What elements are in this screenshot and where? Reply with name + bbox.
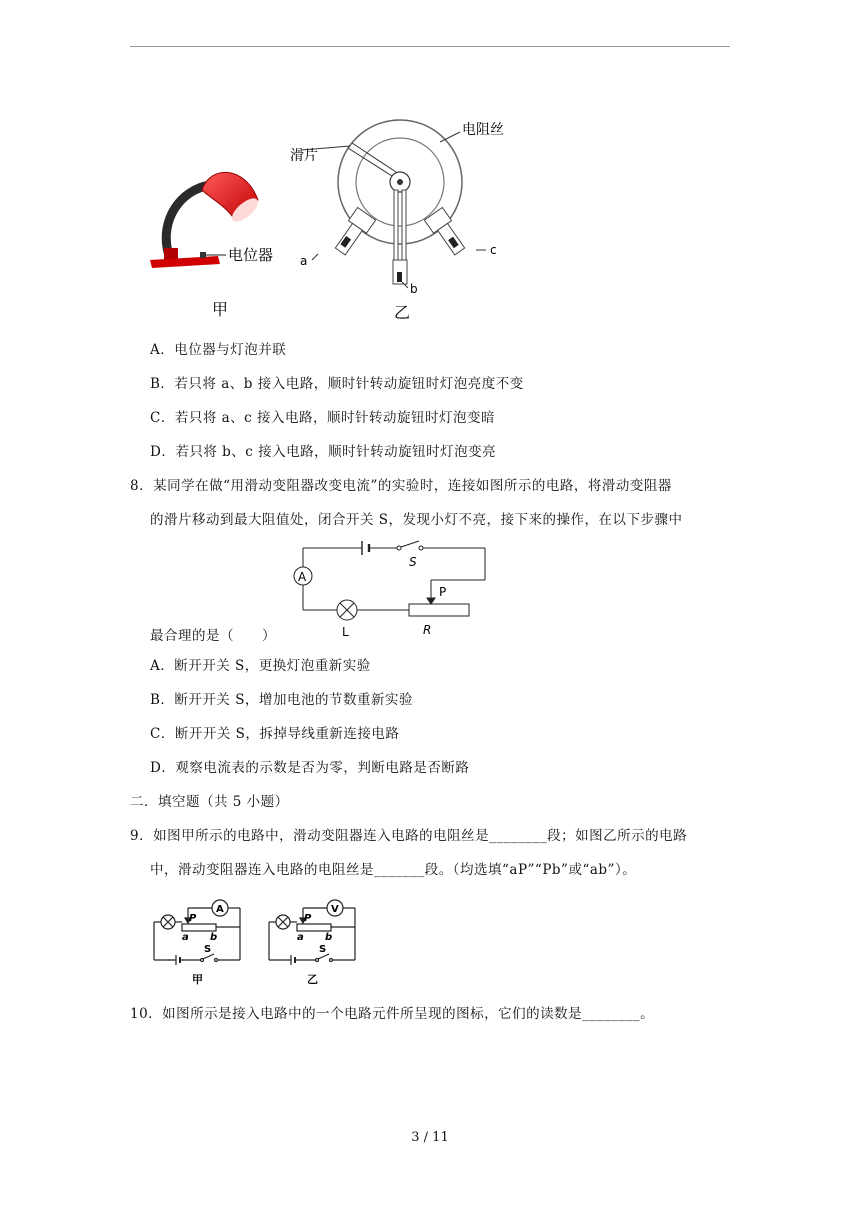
q8-stem-line3: 最合理的是（ ）	[150, 628, 276, 644]
q8-stem-line2: 的滑片移动到最大阻值处，闭合开关 S，发现小灯不亮，接下来的操作，在以下步骤中	[150, 512, 683, 528]
q8-ammeter-label: A	[298, 570, 307, 584]
caption-jia: 甲	[212, 300, 229, 319]
caption-yi: 乙	[394, 303, 411, 322]
lamp-label: 电位器	[228, 246, 274, 264]
q9-jia-meter: A	[216, 904, 224, 915]
q9-jia-end-a: a	[182, 932, 189, 943]
q9-yi-caption: 乙	[307, 973, 318, 986]
q8-option-c: C．断开开关 S，拆掉导线重新连接电路	[150, 726, 400, 742]
q7-option-c: C．若只将 a、c 接入电路，顺时针转动旋钮时灯泡变暗	[150, 410, 496, 426]
q7-option-d: D．若只将 b、c 接入电路，顺时针转动旋钮时灯泡变亮	[150, 444, 497, 460]
q9-circuit-jia	[150, 892, 250, 987]
q9-jia-slider: P	[189, 913, 197, 924]
figure-potentiometer	[290, 110, 520, 325]
q9-yi-end-b: b	[325, 932, 333, 943]
header-rule	[130, 46, 730, 47]
q8-circuit	[285, 538, 495, 643]
q8-option-a: A．断开开关 S，更换灯泡重新实验	[150, 658, 371, 674]
q9-yi-meter: V	[331, 904, 339, 915]
figure-lamp	[140, 160, 290, 320]
q9-jia-end-b: b	[210, 932, 218, 943]
q9-stem-line1: 9．如图甲所示的电路中，滑动变阻器连入电路的电阻丝是________段；如图乙所示的电路	[130, 828, 688, 844]
q8-lamp-label: L	[342, 625, 349, 639]
wire-label: 电阻丝	[462, 122, 504, 138]
q9-yi-slider: P	[304, 913, 312, 924]
terminal-a: a	[300, 254, 308, 268]
terminal-b: b	[410, 282, 418, 296]
q7-option-a: A．电位器与灯泡并联	[150, 342, 287, 358]
q9-jia-switch: S	[204, 944, 212, 955]
q9-yi-switch: S	[319, 944, 327, 955]
q9-yi-end-a: a	[297, 932, 304, 943]
q9-jia-caption: 甲	[192, 973, 203, 986]
terminal-c: c	[490, 243, 497, 257]
slider-label: 滑片	[290, 148, 318, 164]
q7-option-b: B．若只将 a、b 接入电路，顺时针转动旋钮时灯泡亮度不变	[150, 376, 524, 392]
q8-switch-label: S	[409, 555, 417, 569]
q9-circuit-yi	[265, 892, 365, 987]
page-number: 3 / 11	[411, 1130, 449, 1145]
q8-stem-line1: 8．某同学在做“用滑动变阻器改变电流”的实验时，连接如图所示的电路，将滑动变阻器	[130, 478, 672, 494]
q9-stem-line2: 中，滑动变阻器连入电路的电阻丝是_______段。（均选填“aP”“Pb”或“ab”）。	[150, 862, 637, 878]
q8-slider-label: P	[439, 585, 447, 599]
q10-stem: 10．如图所示是接入电路中的一个电路元件所呈现的图标，它们的读数是________。	[130, 1006, 655, 1022]
q8-rheostat-label: R	[423, 623, 432, 637]
q8-option-d: D．观察电流表的示数是否为零，判断电路是否断路	[150, 760, 470, 776]
q8-option-b: B．断开开关 S，增加电池的节数重新实验	[150, 692, 413, 708]
section-heading: 二．填空题（共 5 小题）	[130, 794, 289, 810]
